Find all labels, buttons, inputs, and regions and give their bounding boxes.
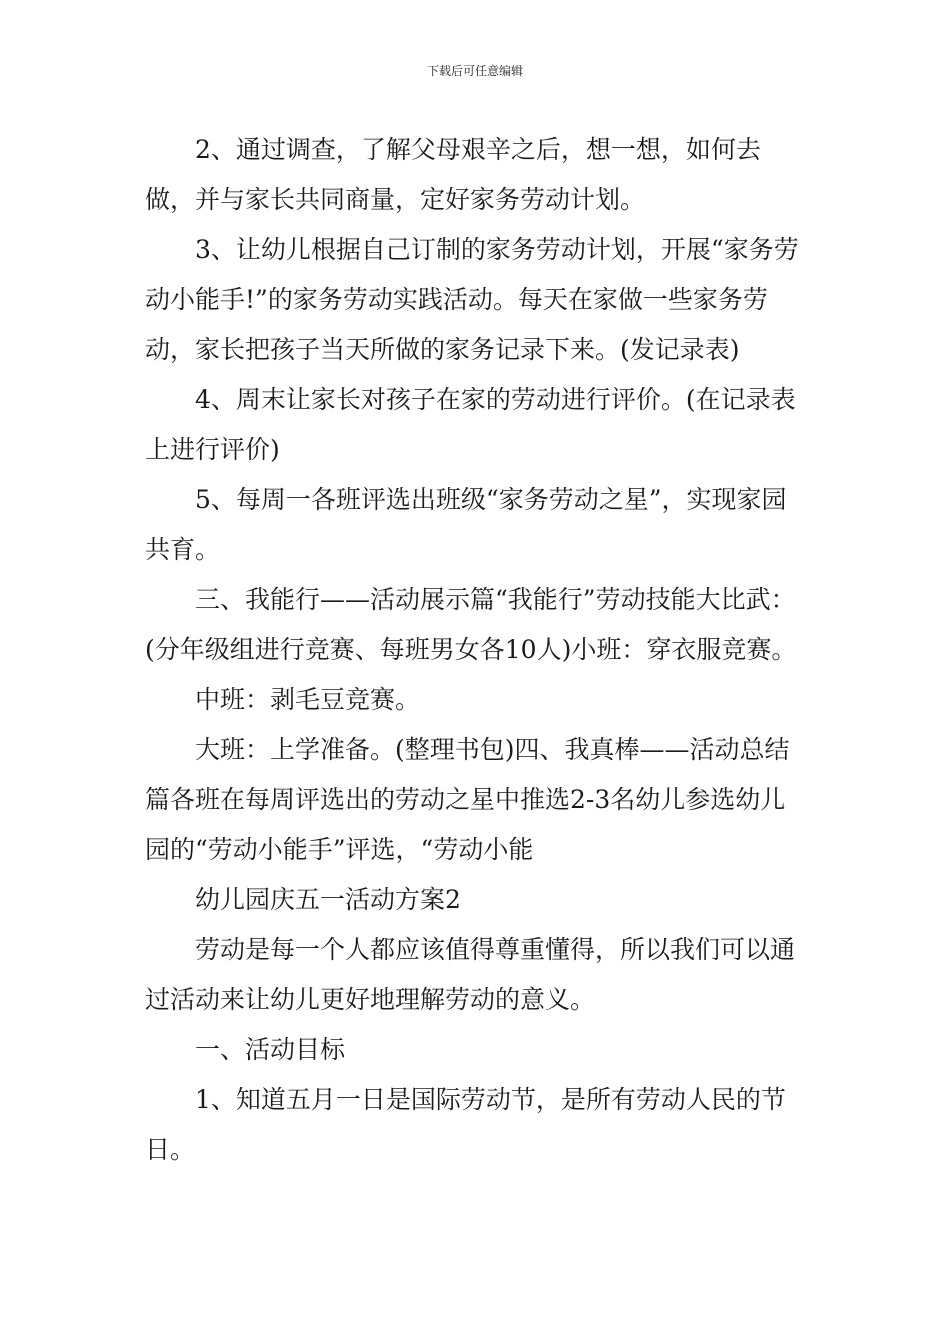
paragraph-goal-1: 1、知道五月一日是国际劳动节，是所有劳动人民的节日。 xyxy=(145,1085,786,1164)
paragraph-senior-class: 大班：上学准备。(整理书包)四、我真棒——活动总结篇各班在每周评选出的劳动之星中推选2-3名幼儿参选幼儿园的“劳动小能手”评选，“劳动小能 xyxy=(145,735,790,864)
paragraph-section-3: 三、我能行——活动展示篇“我能行”劳动技能大比武：(分年级组进行竞赛、每班男女各10人)小班：穿衣服竞赛。 xyxy=(145,585,797,664)
paragraph-middle-class: 中班：剥毛豆竞赛。 xyxy=(195,685,421,714)
paragraph-step-5: 5、每周一各班评选出班级“家务劳动之星”，实现家园共育。 xyxy=(145,485,787,564)
paragraph-goals-heading: 一、活动目标 xyxy=(195,1035,346,1064)
paragraph-step-2: 2、通过调查，了解父母艰辛之后，想一想，如何去做，并与家长共同商量，定好家务劳动计划。 xyxy=(145,135,761,214)
document-body xyxy=(145,125,810,1175)
paragraph-step-4: 4、周末让家长对孩子在家的劳动进行评价。(在记录表上进行评价) xyxy=(145,385,796,464)
page-header-note: 下载后可任意编辑 xyxy=(426,64,523,78)
paragraph-step-3: 3、让幼儿根据自己订制的家务劳动计划，开展“家务劳动小能手!”的家务劳动实践活动。每天在家做一些家务劳动，家长把孩子当天所做的家务记录下来。(发记录表) xyxy=(145,235,799,364)
paragraph-intro: 劳动是每一个人都应该值得尊重懂得，所以我们可以通过活动来让幼儿更好地理解劳动的意义。 xyxy=(145,935,796,1014)
paragraph-plan-title: 幼儿园庆五一活动方案2 xyxy=(195,885,461,914)
